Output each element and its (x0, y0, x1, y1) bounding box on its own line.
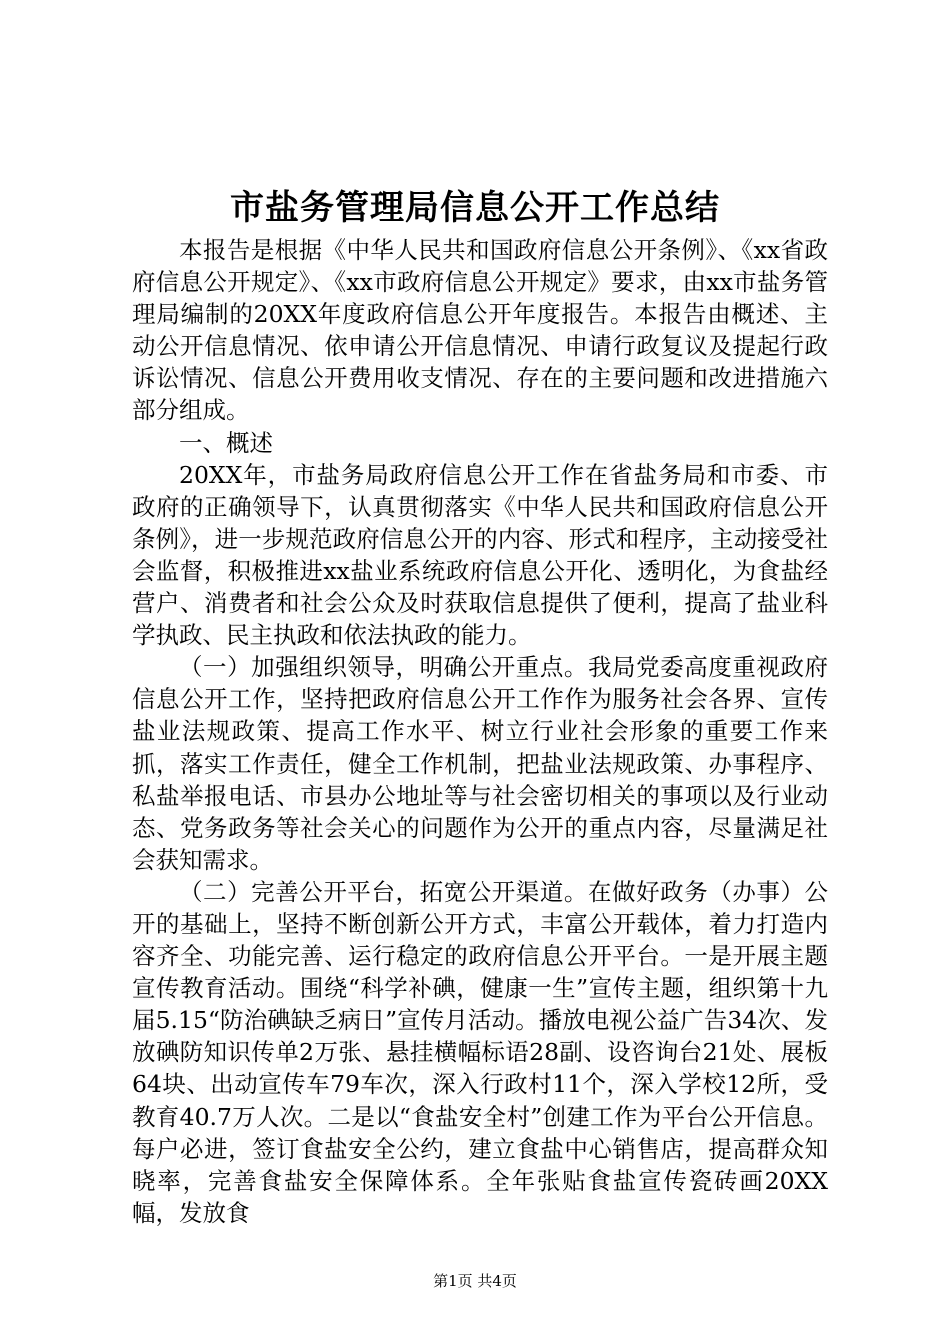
section-heading-overview: 一、概述 (179, 428, 273, 457)
document-body (132, 234, 828, 1229)
page-footer: 第1页 共4页 (433, 1272, 517, 1290)
paragraph-overview: 20XX年，市盐务局政府信息公开工作在省盐务局和市委、市政府的正确领导下，认真贯彻落实《中华人民共和国政府信息公开条例》，进一步规范政府信息公开的内容、形式和程序，主动接受社会监督，积极推进xx盐业系统政府信息公开化、透明化，为食盐经营户、消费者和社会公众及时获取信息提供了便利，提高了盐业科学执政、民主执政和依法执政的能力。 (132, 460, 828, 650)
paragraph-organization: （一）加强组织领导，明确公开重点。我局党委高度重视政府信息公开工作，坚持把政府信息公开工作作为服务社会各界、宣传盐业法规政策、提高工作水平、树立行业社会形象的重要工作来抓，落实工作责任，健全工作机制，把盐业法规政策、办事程序、私盐举报电话、市县办公地址等与社会密切相关的事项以及行业动态、党务政务等社会关心的问题作为公开的重点内容，尽量满足社会获知需求。 (132, 653, 828, 874)
paragraph-intro: 本报告是根据《中华人民共和国政府信息公开条例》、《xx省政府信息公开规定》、《xx市政府信息公开规定》要求，由xx市盐务管理局编制的20XX年度政府信息公开年度报告。本报告由概述、主动公开信息情况、依申请公开信息情况、申请行政复议及提起行政诉讼情况、信息公开费用收支情况、存在的主要问题和改进措施六部分组成。 (132, 236, 828, 425)
document-title: 市盐务管理局信息公开工作总结 (230, 188, 720, 228)
paragraph-platform: （二）完善公开平台，拓宽公开渠道。在做好政务（办事）公开的基础上，坚持不断创新公开方式，丰富公开载体，着力打造内容齐全、功能完善、运行稳定的政府信息公开平台。一是开展主题宣传教育活动。围绕“科学补碘，健康一生”宣传主题，组织第十九届5.15“防治碘缺乏病日”宣传月活动。播放电视公益广告34次、发放碘防知识传单2万张、悬挂横幅标语28副、设咨询台21处、展板64块、出动宣传车79车次，深入行政村11个，深入学校12所，受教育40.7万人次。二是以“食盐安全村”创建工作为平台公开信息。每户必进，签订食盐安全公约，建立食盐中心销售店，提高群众知晓率，完善食盐安全保障体系。全年张贴食盐宣传瓷砖画20XX幅，发放食 (132, 877, 828, 1227)
